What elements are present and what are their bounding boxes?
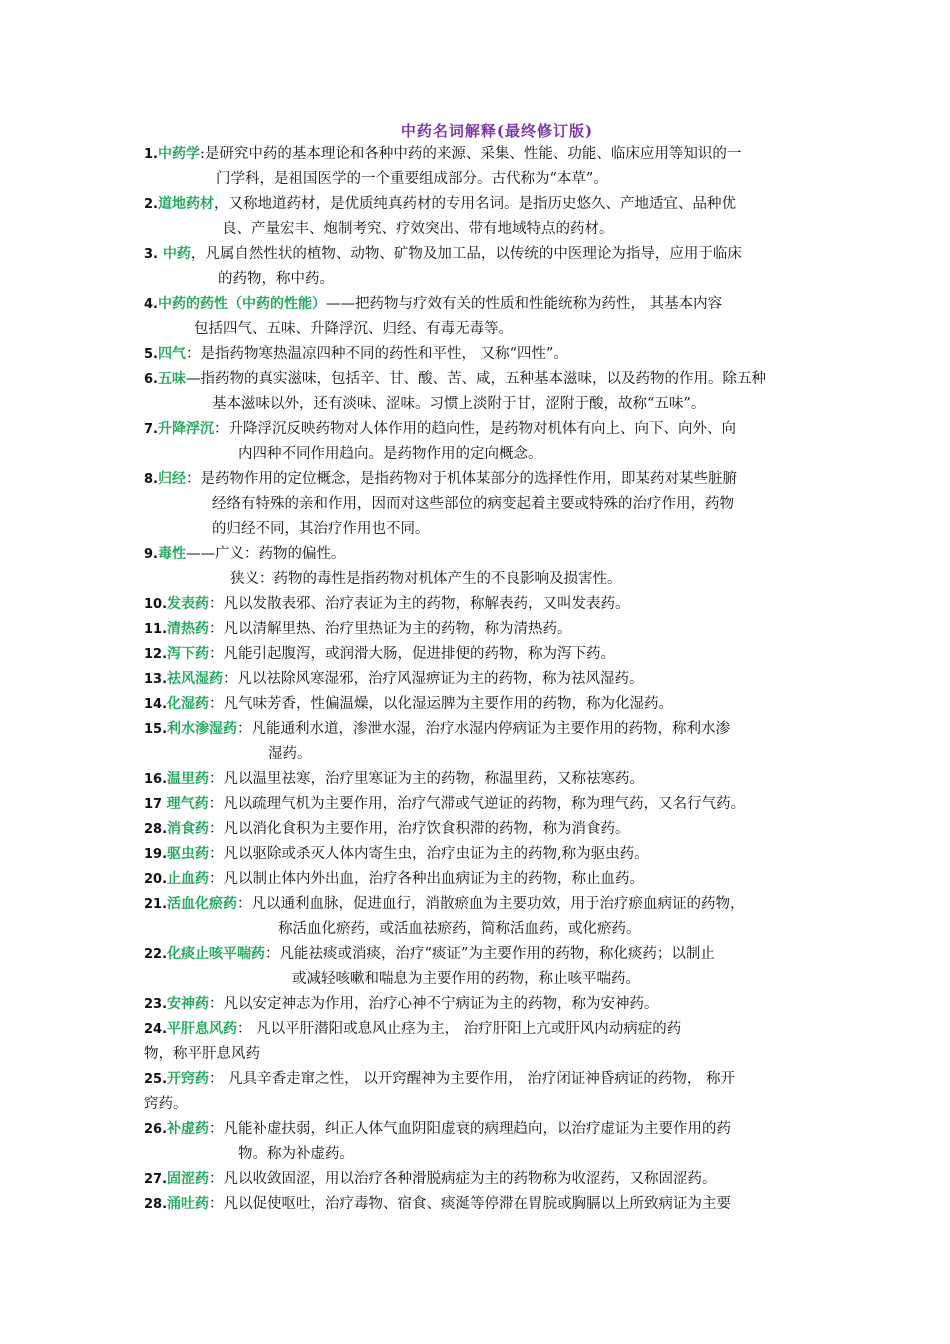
- entry-number: 17: [144, 797, 167, 812]
- entry-first-line: [144, 792, 810, 817]
- entry-first-line: [144, 692, 810, 717]
- entry-term: 安神药: [167, 996, 210, 1012]
- entry-first-line: [144, 142, 810, 167]
- entry-definition: ：凡能引起腹泻，或润滑大肠，促进排便的药物，称为泻下药。: [209, 646, 616, 662]
- entry-definition: ：凡以发散表邪、治疗表证为主的药物，称解表药，又叫发表药。: [209, 596, 630, 612]
- definition-entry: [144, 1192, 810, 1217]
- entry-term: 中药学: [157, 146, 200, 162]
- entry-continuation-line: 内四种不同作用趋向。是药物作用的定向概念。: [238, 446, 543, 462]
- entry-number: 22.: [144, 947, 168, 962]
- entry-number: 14.: [144, 697, 168, 712]
- entry-definition: ：凡以清解里热、治疗里热证为主的药物，称为清热药。: [209, 621, 572, 637]
- entry-first-line: [144, 1017, 810, 1042]
- entry-term: 止血药: [167, 871, 210, 887]
- entry-definition: ——把药物与疗效有关的性质和性能统称为药性， 其基本内容: [325, 296, 723, 312]
- entry-number: 27.: [144, 1172, 168, 1187]
- definition-entry: [144, 592, 810, 617]
- definition-entry: [144, 942, 810, 992]
- definition-entry: [144, 867, 810, 892]
- entry-first-line: [144, 817, 810, 842]
- entry-first-line: [144, 1067, 810, 1092]
- definition-entry: [144, 342, 810, 367]
- definition-entry: [144, 1167, 810, 1192]
- entry-first-line: [144, 417, 810, 442]
- entry-continuation-line: 经络有特殊的亲和作用，因而对这些部位的病变起着主要或特殊的治疗作用，药物: [212, 496, 734, 512]
- entry-definition: ：凡以促使呕吐，治疗毒物、宿食、痰涎等停滞在胃脘或胸膈以上所致病证为主要: [209, 1196, 732, 1212]
- entry-term: 平肝息风药: [167, 1021, 238, 1037]
- entry-number: 25.: [144, 1072, 168, 1087]
- entry-definition: ：凡以安定神志为作用，治疗心神不宁病证为主的药物，称为安神药。: [209, 996, 659, 1012]
- definition-entry: [144, 692, 810, 717]
- definition-entry: [144, 617, 810, 642]
- entry-number: 2.: [144, 197, 158, 212]
- entry-first-line: [144, 292, 810, 317]
- definition-entry: [144, 992, 810, 1017]
- entry-definition: :是研究中药的基本理论和各种中药的来源、采集、性能、功能、临床应用等知识的一: [199, 146, 742, 162]
- definition-entry: [144, 292, 810, 342]
- entry-continuation-line: 或减轻咳嗽和喘息为主要作用的药物，称止咳平喘药。: [292, 971, 640, 987]
- entry-number: 6.: [144, 372, 158, 387]
- entry-continuation-line: 物。称为补虚药。: [238, 1146, 354, 1162]
- definition-entry: [144, 817, 810, 842]
- entry-term: 四气: [157, 346, 186, 362]
- entry-term: 升降浮沉: [157, 421, 214, 437]
- entry-continuation-line: 基本滋味以外，还有淡味、涩味。习惯上淡附于甘，涩附于酸，故称“五味”。: [212, 396, 706, 412]
- entry-definition: ：升降浮沉反映药物对人体作用的趋向性，是药物对机体有向上、向下、向外、向: [213, 421, 736, 437]
- entry-first-line: [144, 342, 810, 367]
- entry-number: 13.: [144, 672, 168, 687]
- definition-entry: [144, 842, 810, 867]
- entry-continuation-line: 的归经不同，其治疗作用也不同。: [212, 521, 430, 537]
- entry-number: 12.: [144, 647, 168, 662]
- entry-number: 26.: [144, 1122, 168, 1137]
- entry-first-line: [144, 867, 810, 892]
- entry-first-line: [144, 192, 810, 217]
- entry-definition: ：凡以消化食积为主要作用，治疗饮食积滞的药物，称为消食药。: [209, 821, 630, 837]
- entry-list: [144, 142, 810, 1217]
- definition-entry: [144, 767, 810, 792]
- entry-term: 涌吐药: [167, 1196, 210, 1212]
- entry-number: 28.: [144, 1197, 168, 1212]
- entry-continuation-line: 窍药。: [144, 1096, 188, 1112]
- entry-number: 9.: [144, 547, 158, 562]
- entry-continuation-line: 良、产量宏丰、炮制考究、疗效突出、带有地域特点的药材。: [222, 221, 614, 237]
- entry-number: 16.: [144, 772, 168, 787]
- entry-number: 20.: [144, 872, 168, 887]
- entry-first-line: [144, 467, 810, 492]
- entry-first-line: [144, 717, 810, 742]
- entry-continuation-line: 湿药。: [268, 746, 312, 762]
- entry-term: 开窍药: [167, 1071, 210, 1087]
- entry-first-line: [144, 942, 810, 967]
- definition-entry: [144, 792, 810, 817]
- entry-first-line: [144, 667, 810, 692]
- entry-term: 清热药: [167, 621, 210, 637]
- definition-entry: [144, 542, 810, 592]
- entry-term: 温里药: [167, 771, 210, 787]
- entry-first-line: [144, 767, 810, 792]
- entry-first-line: [144, 1192, 810, 1217]
- entry-first-line: [144, 367, 810, 392]
- entry-term: 理气药: [166, 796, 209, 812]
- definition-entry: [144, 192, 810, 242]
- entry-definition: ：凡以收敛固涩，用以治疗各种滑脱病症为主的药物称为收涩药，又称固涩药。: [209, 1171, 717, 1187]
- entry-definition: ：凡以祛除风寒湿邪，治疗风湿痹证为主的药物，称为祛风湿药。: [223, 671, 644, 687]
- entry-number: 8.: [144, 472, 158, 487]
- entry-term: 补虚药: [167, 1121, 210, 1137]
- entry-definition: ：凡以温里祛寒，治疗里寒证为主的药物，称温里药，又称祛寒药。: [209, 771, 645, 787]
- entry-continuation-line: 的药物，称中药。: [218, 271, 334, 287]
- entry-continuation-line: 物，称平肝息风药: [144, 1046, 260, 1062]
- definition-entry: [144, 142, 810, 192]
- entry-term: 发表药: [167, 596, 210, 612]
- entry-continuation-line: 门学科，是祖国医学的一个重要组成部分。古代称为“本草”。: [216, 171, 608, 187]
- definition-entry: [144, 242, 810, 292]
- entry-term: 归经: [157, 471, 186, 487]
- entry-definition: ，凡属自然性状的植物、动物、矿物及加工品，以传统的中医理论为指导，应用于临床: [190, 246, 742, 262]
- entry-term: 泻下药: [167, 646, 210, 662]
- entry-first-line: [144, 1117, 810, 1142]
- definition-entry: [144, 667, 810, 692]
- entry-definition: ：是指药物寒热温凉四种不同的药性和平性， 又称“四性”。: [185, 346, 568, 362]
- definition-entry: [144, 467, 810, 542]
- entry-first-line: [144, 592, 810, 617]
- entry-term: 毒性: [157, 546, 186, 562]
- entry-first-line: [144, 242, 810, 267]
- entry-first-line: [144, 842, 810, 867]
- document-page: [144, 120, 810, 1217]
- definition-entry: [144, 642, 810, 667]
- entry-definition: ：凡气味芳香，性偏温燥，以化湿运脾为主要作用的药物，称为化湿药。: [209, 696, 674, 712]
- definition-entry: [144, 417, 810, 467]
- entry-continuation-line: 包括四气、五味、升降浮沉、归经、有毒无毒等。: [194, 321, 513, 337]
- entry-first-line: [144, 617, 810, 642]
- entry-definition: ： 凡以平肝潜阳或息风止痉为主， 治疗肝阳上亢或肝风内动病症的药: [237, 1021, 682, 1037]
- entry-number: 10.: [144, 597, 168, 612]
- entry-number: 24.: [144, 1022, 168, 1037]
- entry-definition: ——广义：药物的偏性。: [185, 546, 346, 562]
- entry-definition: ：凡能祛痰或消痰，治疗“痰证”为主要作用的药物，称化痰药；以制止: [265, 946, 715, 962]
- entry-number: 28.: [144, 822, 168, 837]
- entry-term: 化痰止咳平喘药: [167, 946, 266, 962]
- page-title: 中药名词解释(最终修订版): [400, 122, 594, 140]
- entry-definition: ：凡以制止体内外出血，治疗各种出血病证为主的药物，称止血药。: [209, 871, 645, 887]
- entry-term: 驱虫药: [167, 846, 210, 862]
- entry-definition: —指药物的真实滋味，包括辛、甘、酸、苦、咸，五种基本滋味，以及药物的作用。除五种: [185, 371, 766, 387]
- entry-term: 活血化瘀药: [167, 896, 238, 912]
- entry-number: 23.: [144, 997, 168, 1012]
- definition-entry: [144, 367, 810, 417]
- entry-number: 11.: [144, 622, 168, 637]
- entry-first-line: [144, 992, 810, 1017]
- entry-definition: ，又称地道药材，是优质纯真药材的专用名词。是指历史悠久、产地适宜、品种优: [213, 196, 736, 212]
- entry-term: 祛风湿药: [167, 671, 224, 687]
- entry-first-line: [144, 892, 810, 917]
- entry-definition: ：是药物作用的定位概念，是指药物对于机体某部分的选择性作用，即某药对某些脏腑: [185, 471, 737, 487]
- entry-number: 3.: [144, 247, 158, 262]
- entry-number: 7.: [144, 422, 158, 437]
- entry-term: 固涩药: [167, 1171, 210, 1187]
- entry-definition: ：凡能通利水道，渗泄水湿，治疗水湿内停病证为主要作用的药物，称利水渗: [237, 721, 731, 737]
- entry-continuation-line: 狭义：药物的毒性是指药物对机体产生的不良影响及损害性。: [230, 571, 622, 587]
- definition-entry: [144, 1017, 810, 1067]
- definition-entry: [144, 892, 810, 942]
- entry-term: 中药的药性（中药的性能）: [157, 296, 326, 312]
- entry-first-line: [144, 642, 810, 667]
- entry-term: 利水渗湿药: [167, 721, 238, 737]
- entry-term: 中药: [157, 246, 191, 262]
- entry-number: 5.: [144, 347, 158, 362]
- entry-term: 消食药: [167, 821, 210, 837]
- entry-term: 化湿药: [167, 696, 210, 712]
- entry-definition: ： 凡具辛香走窜之性， 以开窍醒神为主要作用， 治疗闭证神昏病证的药物， 称开: [209, 1071, 735, 1087]
- entry-number: 15.: [144, 722, 168, 737]
- entry-continuation-line: 称活血化瘀药，或活血祛瘀药，简称活血药，或化瘀药。: [278, 921, 641, 937]
- definition-entry: [144, 1067, 810, 1117]
- entry-first-line: [144, 542, 810, 567]
- entry-term: 道地药材: [157, 196, 214, 212]
- entry-first-line: [144, 1167, 810, 1192]
- entry-definition: ：凡能补虚扶弱，纠正人体气血阴阳虚衰的病理趋向，以治疗虚证为主要作用的药: [209, 1121, 732, 1137]
- entry-number: 19.: [144, 847, 168, 862]
- entry-number: 1.: [144, 147, 158, 162]
- entry-definition: ：凡以疏理气机为主要作用，治疗气滞或气逆证的药物，称为理气药，又名行气药。: [208, 796, 746, 812]
- entry-number: 21.: [144, 897, 168, 912]
- definition-entry: [144, 1117, 810, 1167]
- entry-term: 五味: [157, 371, 186, 387]
- entry-definition: ：凡以驱除或杀灭人体内寄生虫，治疗虫证为主的药物,称为驱虫药。: [209, 846, 649, 862]
- entry-definition: ：凡以通利血脉，促进血行，消散瘀血为主要功效，用于治疗瘀血病证的药物，: [237, 896, 745, 912]
- definition-entry: [144, 717, 810, 767]
- entry-number: 4.: [144, 297, 158, 312]
